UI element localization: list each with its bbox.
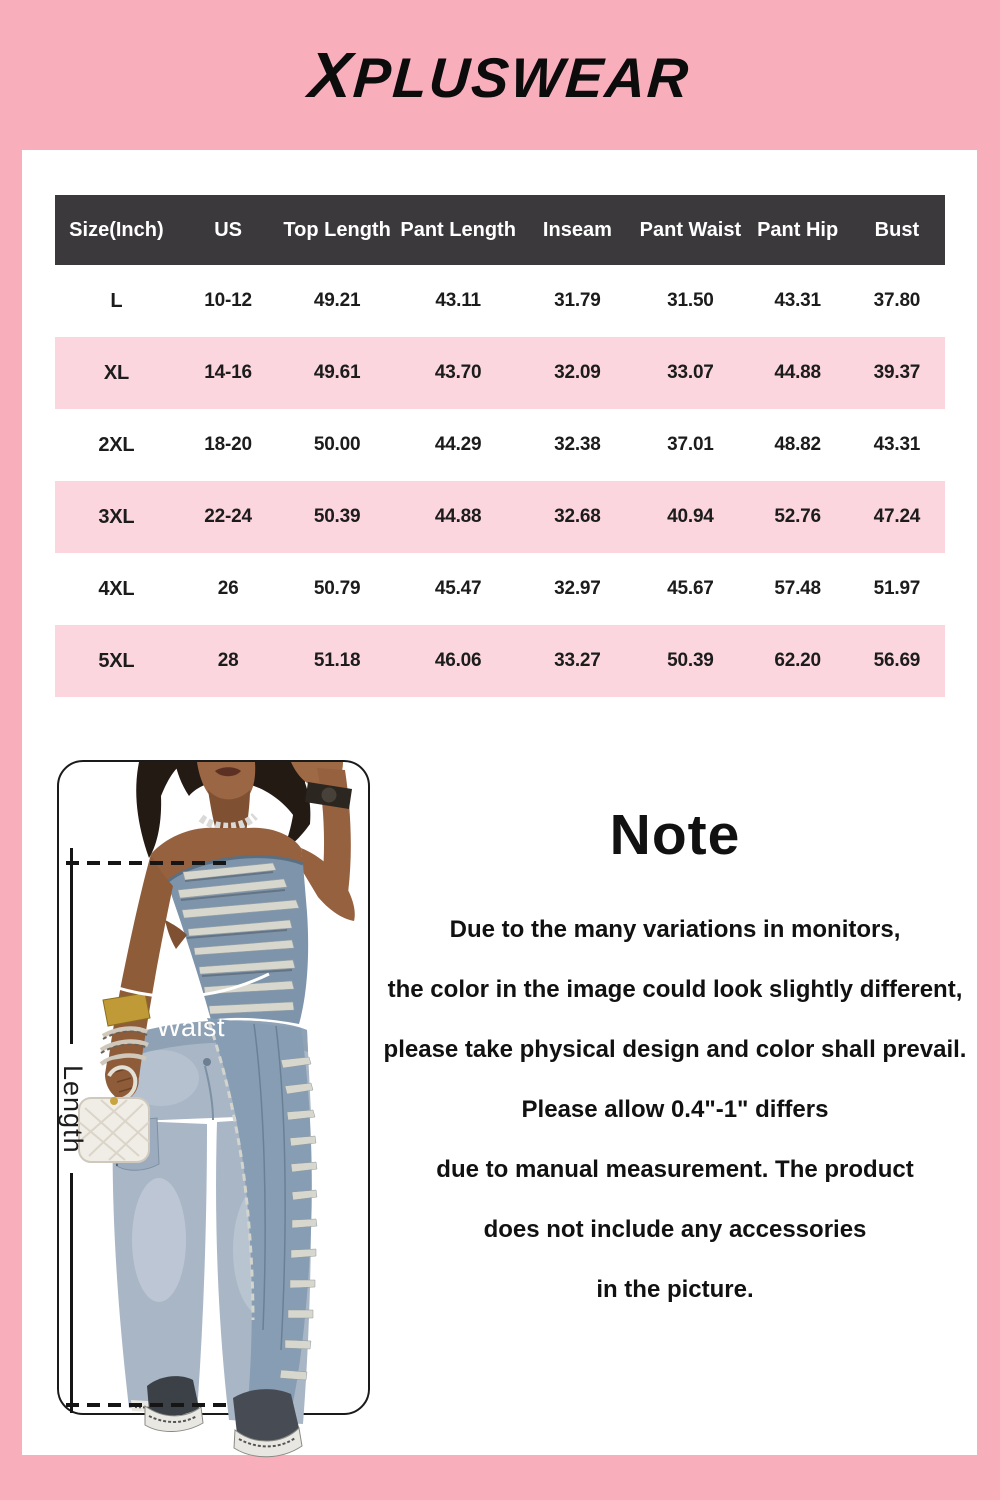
cell: 33.07	[634, 337, 746, 409]
table-row	[55, 409, 945, 481]
note-line: the color in the image could look slightly different,	[387, 976, 963, 1003]
brand-logo-x: X	[306, 39, 357, 111]
cell: 49.21	[313, 290, 361, 311]
table-row	[55, 265, 945, 337]
note-section	[383, 795, 967, 1320]
cell: 43.70	[396, 337, 521, 409]
cell: 18-20	[204, 434, 252, 455]
cell: 22-24	[178, 481, 279, 553]
cell: 46.06	[396, 625, 521, 697]
cell: XL	[55, 337, 178, 409]
denim-tube-top	[165, 857, 308, 1024]
cell: 10-12	[204, 290, 252, 311]
table-row	[55, 553, 945, 625]
size-chart-table	[55, 195, 945, 697]
column-header: Size(Inch)	[55, 195, 178, 265]
note-line: Due to the many variations in monitors,	[449, 916, 901, 943]
brand-logo	[307, 38, 693, 112]
cell: 28	[178, 625, 279, 697]
table-row	[55, 625, 945, 697]
cell: 33.27	[520, 625, 634, 697]
hem-dashed-line	[66, 1403, 228, 1407]
cell: 50.00	[313, 434, 361, 455]
note-body	[383, 900, 967, 1320]
waist-label: Waist	[156, 1012, 225, 1042]
cell: 50.39	[634, 625, 746, 697]
column-header: Bust	[849, 195, 945, 265]
cell: 37.80	[873, 290, 921, 311]
cell: 32.97	[554, 578, 601, 599]
column-header: Pant Length	[396, 195, 521, 265]
note-line: in the picture.	[596, 1276, 754, 1303]
chest-dashed-line	[66, 861, 226, 865]
cell: 32.68	[520, 481, 634, 553]
cell: 51.97	[873, 578, 921, 599]
note-line: due to manual measurement. The product	[436, 1156, 914, 1183]
cell: 32.38	[554, 434, 601, 455]
cell: 43.11	[435, 290, 481, 311]
cell: 31.79	[554, 290, 601, 311]
note-line: does not include any accessories	[483, 1216, 867, 1243]
product-photo	[57, 760, 370, 1460]
cell: 5XL	[55, 625, 178, 697]
length-line-upper	[70, 848, 73, 1044]
note-line: Please allow 0.4"-1" differs	[521, 1096, 829, 1123]
table-row	[55, 337, 945, 409]
cell: 2XL	[98, 433, 135, 456]
cell: 50.79	[313, 578, 361, 599]
column-header: Pant Hip	[746, 195, 848, 265]
cell: 48.82	[774, 434, 821, 455]
cell: 51.18	[278, 625, 395, 697]
cell: 44.88	[746, 337, 848, 409]
content-sheet	[22, 150, 977, 1455]
cell: 43.31	[873, 434, 921, 455]
cell: 26	[217, 578, 239, 599]
cell: 14-16	[178, 337, 279, 409]
cell: 52.76	[746, 481, 848, 553]
column-header: Top Length	[278, 195, 395, 265]
cell: 45.67	[667, 578, 714, 599]
cell: 31.50	[667, 290, 714, 311]
cell: 49.61	[278, 337, 395, 409]
length-label: Length	[58, 1064, 88, 1154]
cell: 44.88	[396, 481, 521, 553]
cell: 37.01	[667, 434, 714, 455]
table-row	[55, 481, 945, 553]
cell: 4XL	[98, 577, 135, 600]
cell: 62.20	[746, 625, 848, 697]
length-line-lower	[70, 1173, 73, 1413]
brand-logo-text: PLUSWEAR	[351, 46, 693, 109]
cell: 3XL	[55, 481, 178, 553]
column-header: US	[178, 195, 279, 265]
cell: 39.37	[849, 337, 945, 409]
brand-header	[0, 0, 1000, 150]
cell: 40.94	[634, 481, 746, 553]
cell: 50.39	[278, 481, 395, 553]
cell: 44.29	[434, 434, 482, 455]
column-header: Pant Waist	[634, 195, 746, 265]
measurement-figure	[57, 760, 370, 1415]
cell: L	[110, 289, 123, 312]
cell: 45.47	[434, 578, 482, 599]
note-title: Note	[609, 803, 741, 867]
cell: 57.48	[774, 578, 821, 599]
table-header-row	[55, 195, 945, 265]
cell: 43.31	[774, 290, 821, 311]
cell: 32.09	[520, 337, 634, 409]
cell: 47.24	[849, 481, 945, 553]
note-line: please take physical design and color shall prevail.	[383, 1036, 967, 1063]
cell: 56.69	[849, 625, 945, 697]
column-header: Inseam	[520, 195, 634, 265]
